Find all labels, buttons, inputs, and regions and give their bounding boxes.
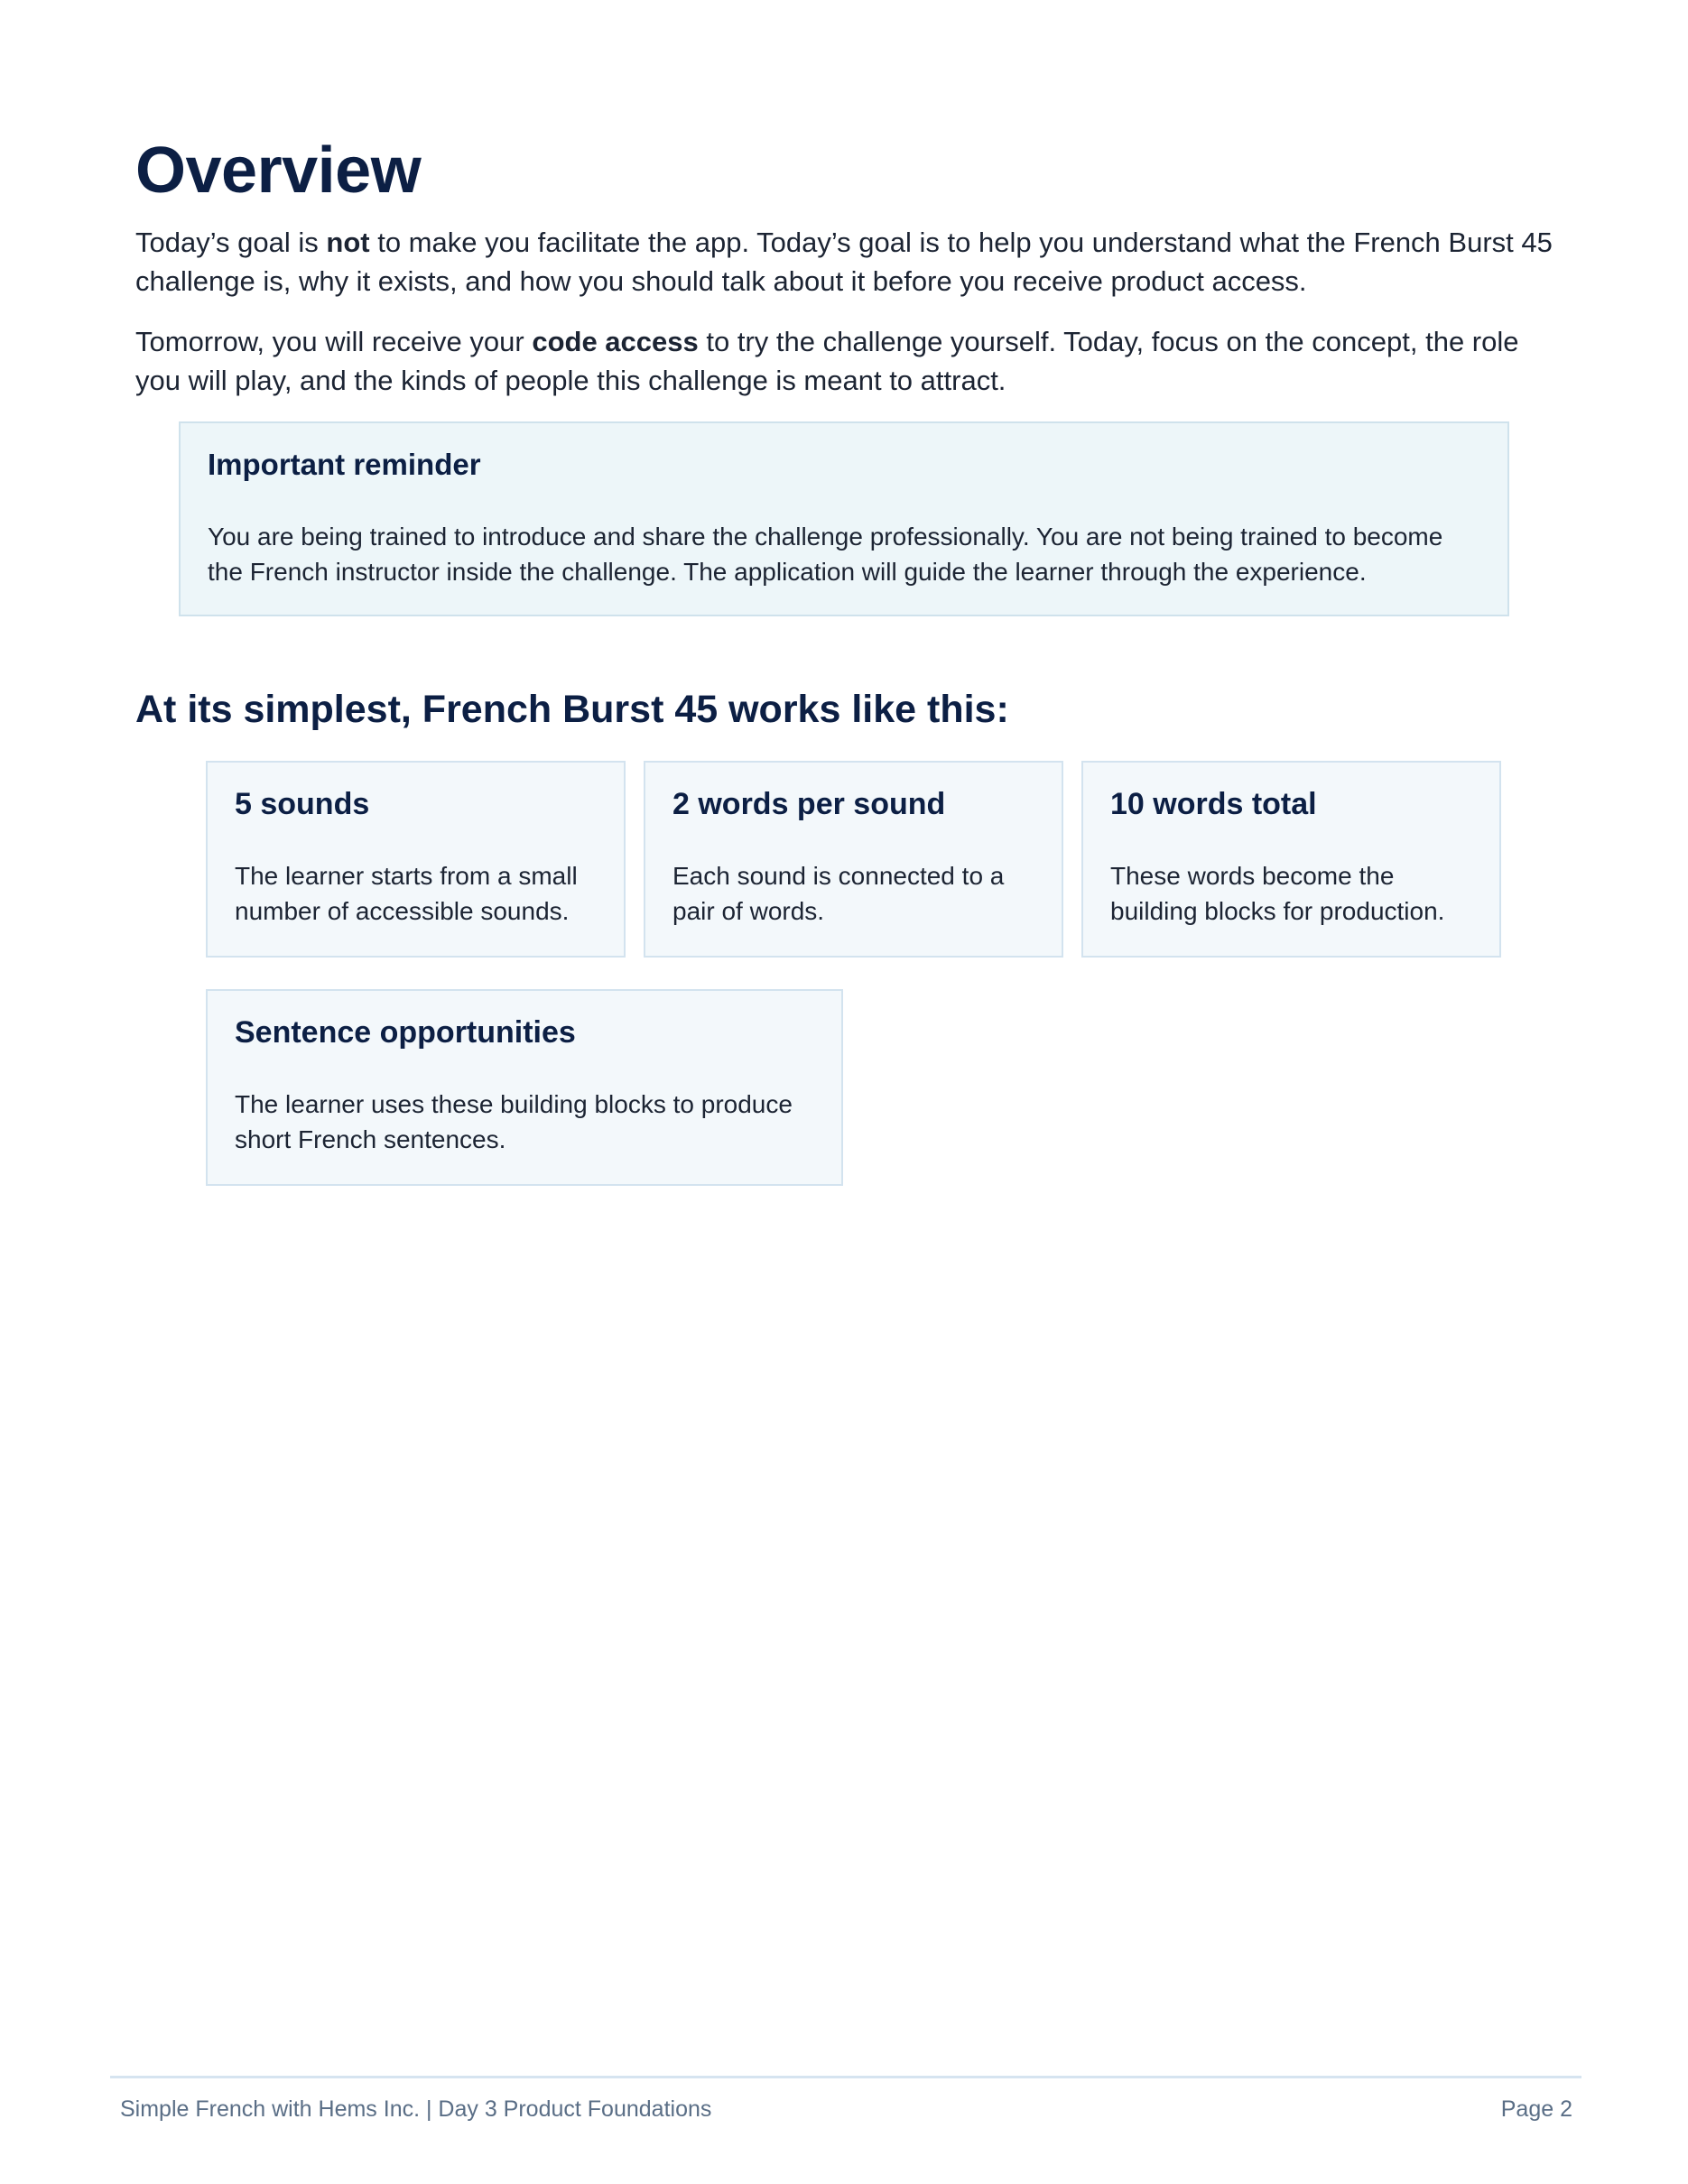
important-reminder-box [179, 421, 1509, 616]
card-10-words-total [1081, 761, 1501, 958]
how-it-works-heading: At its simplest, French Burst 45 works like this: [135, 688, 1009, 732]
intro-paragraph-2-part2: to try the challenge yourself. Today, focus on the concept, the role you will play, and the kinds of people this challenge is meant to attract. [135, 326, 1519, 397]
footer-divider [110, 2076, 1581, 2078]
card-body: The learner starts from a small number of accessible sounds. [235, 861, 578, 925]
page-title: Overview [135, 134, 422, 207]
intro-paragraph-1-emphasis: not [326, 227, 370, 259]
card-2-words-per-sound [644, 761, 1063, 958]
cards-row-2 [206, 989, 1566, 1186]
intro-paragraph-2-emphasis: code access [532, 326, 699, 358]
card-title: 2 words per sound [672, 786, 946, 821]
intro-paragraph-1-part1: Today’s goal is [135, 227, 327, 259]
footer-page-number: Page 2 [1500, 2096, 1572, 2122]
intro-paragraph-2 [135, 322, 1566, 400]
card-title: Sentence opportunities [235, 1014, 576, 1050]
card-title: 10 words total [1110, 786, 1317, 821]
card-body: The learner uses these building blocks to produce short French sentences. [235, 1089, 793, 1153]
card-body: Each sound is connected to a pair of words. [672, 861, 1005, 925]
intro-paragraph-1-part2: to make you facilitate the app. Today’s goal is to help you understand what the French Burst 45 challenge is, why it exists, and how you should talk about it before you receive product access. [135, 227, 1553, 298]
card-body: These words become the building blocks for production. [1110, 861, 1445, 925]
cards-row-1 [206, 761, 1566, 958]
card-title: 5 sounds [235, 786, 370, 821]
reminder-body: You are being trained to introduce and share the challenge professionally. You are not being trained to become the French instructor inside the challenge. The application will guide the learner through the experience. [208, 523, 1443, 587]
intro-paragraph-1 [135, 223, 1566, 301]
card-5-sounds [206, 761, 626, 958]
reminder-title: Important reminder [208, 448, 481, 482]
card-sentence-opportunities [206, 989, 843, 1186]
page-content [135, 135, 1566, 1186]
footer-document-title: Simple French with Hems Inc. | Day 3 Product Foundations [120, 2096, 712, 2122]
intro-paragraph-2-part1: Tomorrow, you will receive your [135, 326, 533, 358]
